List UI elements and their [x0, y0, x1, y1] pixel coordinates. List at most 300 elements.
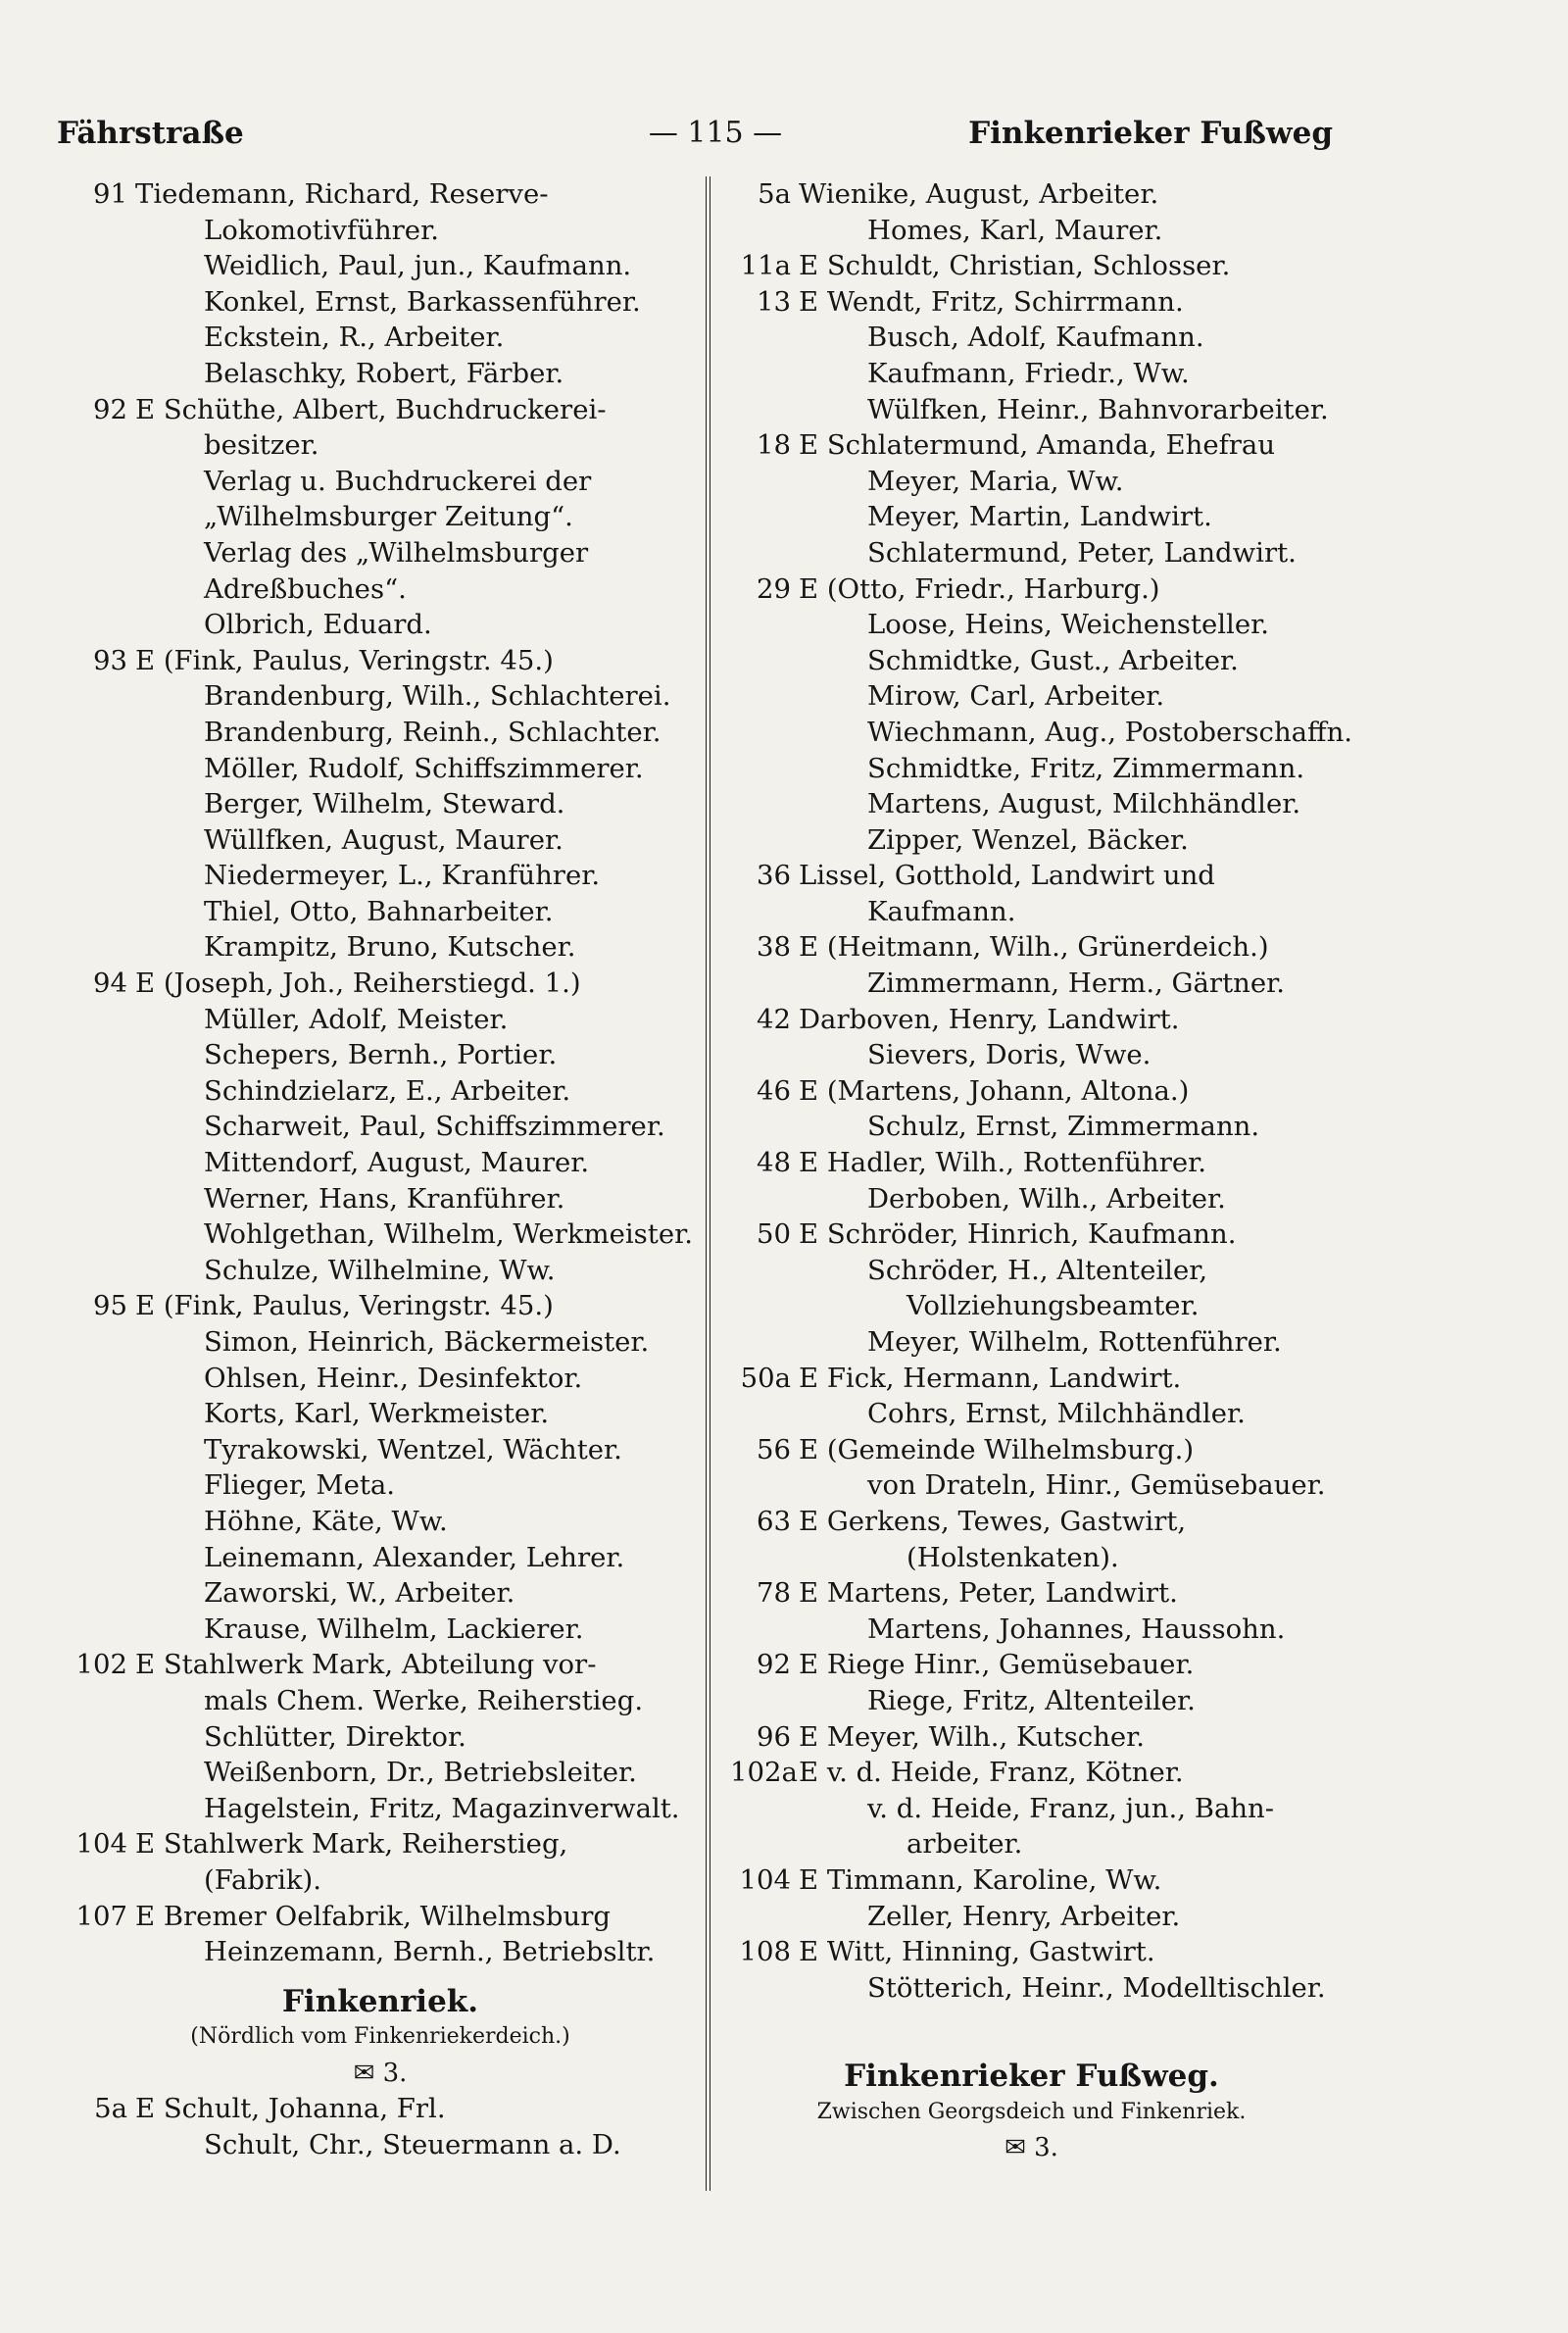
directory-entry	[67, 1862, 694, 1899]
postal-district-finkenriek: ✉ 3.	[353, 2058, 408, 2088]
house-number: 104	[739, 1863, 791, 1896]
entry-text: Wohlgethan, Wilhelm, Werkmeister.	[204, 1218, 693, 1251]
directory-entry	[730, 571, 1333, 608]
entry-text: E Schuldt, Christian, Schlosser.	[799, 250, 1231, 282]
directory-entry	[67, 535, 694, 571]
house-number: 18	[757, 429, 791, 462]
entry-text: Leinemann, Alexander, Lehrer.	[204, 1541, 625, 1573]
directory-entry	[730, 356, 1333, 392]
directory-entry	[730, 894, 1333, 930]
directory-entry	[730, 1288, 1333, 1324]
entry-text: Riege, Fritz, Altenteiler.	[867, 1684, 1196, 1716]
entry-text: Lokomotivführer.	[204, 214, 439, 246]
house-number	[67, 427, 135, 464]
entry-text: E Witt, Hinning, Gastwirt.	[799, 1936, 1155, 1968]
directory-entry	[730, 1934, 1333, 1970]
entry-text: besitzer.	[204, 429, 319, 462]
house-number	[67, 1037, 135, 1073]
house-number	[67, 1253, 135, 1289]
directory-entry	[730, 1002, 1333, 1038]
directory-entry	[67, 427, 694, 464]
directory-entry	[730, 858, 1333, 894]
house-number	[730, 1826, 799, 1862]
directory-entry	[730, 1970, 1333, 2007]
house-number: 94	[93, 968, 127, 1000]
directory-entry	[67, 1934, 694, 1970]
house-number	[67, 1862, 135, 1899]
house-number	[67, 248, 135, 284]
house-number	[67, 929, 135, 966]
entry-text: Müller, Adolf, Meister.	[204, 1003, 509, 1035]
directory-entry	[67, 284, 694, 321]
entry-text: „Wilhelmsburger Zeitung“.	[204, 501, 573, 533]
entry-text: Stötterich, Heinr., Modelltischler.	[867, 1971, 1326, 2004]
entry-text: Tiedemann, Richard, Reserve-	[135, 178, 549, 210]
house-number	[67, 1324, 135, 1361]
directory-entry	[730, 929, 1333, 966]
entry-text: Brandenburg, Reinh., Schlachter.	[204, 716, 662, 748]
directory-entry	[730, 966, 1333, 1002]
directory-entry	[730, 1253, 1333, 1289]
house-number	[67, 1934, 135, 1970]
house-number	[67, 535, 135, 571]
house-number: 107	[75, 1900, 127, 1932]
entry-text: Zipper, Wenzel, Bäcker.	[867, 823, 1189, 856]
entry-text: Meyer, Maria, Ww.	[867, 465, 1124, 497]
entry-text: Scharweit, Paul, Schiffszimmerer.	[204, 1111, 665, 1143]
directory-entry	[67, 248, 694, 284]
house-number: 5a	[758, 178, 791, 210]
entry-text: E Bremer Oelfabrik, Wilhelmsburg	[135, 1900, 611, 1932]
directory-entry	[67, 1396, 694, 1432]
entry-text: Zeller, Henry, Arbeiter.	[867, 1900, 1181, 1932]
entry-text: Schindzielarz, E., Arbeiter.	[204, 1074, 571, 1107]
entry-text: Schepers, Bernh., Portier.	[204, 1039, 558, 1071]
directory-entry	[67, 607, 694, 643]
house-number: 78	[757, 1577, 791, 1610]
directory-entry	[730, 643, 1333, 679]
house-number	[730, 678, 799, 715]
entry-text: Weißenborn, Dr., Betriebsleiter.	[204, 1757, 637, 1789]
directory-entry	[730, 1540, 1333, 1576]
postal-district-fussweg: ✉ 3.	[1004, 2133, 1058, 2163]
entry-text: von Drateln, Hinr., Gemüsebauer.	[867, 1469, 1326, 1502]
house-number: 96	[757, 1720, 791, 1753]
directory-entry	[730, 1073, 1333, 1110]
directory-entry	[730, 427, 1333, 464]
entry-text: Eckstein, R., Arbeiter.	[204, 322, 505, 354]
directory-entry	[730, 464, 1333, 500]
entry-text: (Fabrik).	[204, 1863, 322, 1896]
directory-entry	[67, 1145, 694, 1181]
directory-entry	[67, 1540, 694, 1576]
directory-entry	[730, 678, 1333, 715]
house-number: 95	[93, 1290, 127, 1322]
house-number: 102	[75, 1649, 127, 1681]
house-number	[730, 213, 799, 249]
house-number	[67, 1467, 135, 1504]
directory-entry	[67, 1216, 694, 1253]
entry-text: Niedermeyer, L., Kranführer.	[204, 860, 601, 892]
directory-entry	[67, 1504, 694, 1540]
house-number	[67, 786, 135, 822]
entry-text: Homes, Karl, Maurer.	[867, 214, 1163, 246]
entry-text: E (Otto, Friedr., Harburg.)	[799, 572, 1160, 605]
house-number	[67, 1504, 135, 1540]
house-number: 91	[93, 178, 127, 210]
entry-text: E (Joseph, Joh., Reiherstiegd. 1.)	[135, 968, 581, 1000]
entry-text: Lissel, Gotthold, Landwirt und	[799, 860, 1215, 892]
entry-text: Mittendorf, August, Maurer.	[204, 1147, 590, 1179]
directory-entry	[730, 499, 1333, 535]
directory-entry	[730, 1396, 1333, 1432]
entry-text: Zimmermann, Herm., Gärtner.	[867, 968, 1285, 1000]
entry-text: Schulze, Wilhelmine, Ww.	[204, 1254, 556, 1286]
house-number: 13	[757, 285, 791, 318]
house-number	[730, 822, 799, 859]
entry-text: E Martens, Peter, Landwirt.	[799, 1577, 1178, 1610]
directory-entry	[67, 1253, 694, 1289]
house-number: 5a	[94, 2093, 127, 2125]
entry-text: E (Gemeinde Wilhelmsburg.)	[799, 1433, 1195, 1465]
directory-entry	[67, 822, 694, 859]
directory-entry	[67, 894, 694, 930]
entry-text: Wiechmann, Aug., Postoberschaffn.	[867, 716, 1353, 748]
house-number	[730, 356, 799, 392]
directory-entry	[730, 1432, 1333, 1468]
house-number: 92	[757, 1649, 791, 1681]
house-number	[67, 894, 135, 930]
entry-text: E (Fink, Paulus, Veringstr. 45.)	[135, 1290, 554, 1322]
entry-text: Heinzemann, Bernh., Betriebsltr.	[204, 1936, 656, 1968]
entry-text: E v. d. Heide, Franz, Kötner.	[799, 1757, 1184, 1789]
entry-text: arbeiter.	[906, 1828, 1023, 1861]
directory-entry	[730, 1791, 1333, 1827]
house-number	[67, 1683, 135, 1719]
directory-entry	[67, 1719, 694, 1756]
entry-text: E Schlatermund, Amanda, Ehefrau	[799, 429, 1276, 462]
section-title-finkenriek: Finkenriek.	[281, 1983, 479, 2019]
section-subtitle-fussweg: Zwischen Georgsdeich und Finkenriek.	[816, 2099, 1247, 2124]
directory-entry	[67, 1002, 694, 1038]
directory-entry	[730, 1181, 1333, 1217]
directory-entry	[730, 392, 1333, 428]
directory-entry	[67, 1361, 694, 1397]
entry-text: Adreßbuches“.	[204, 572, 407, 605]
directory-entry	[67, 213, 694, 249]
house-number	[67, 1755, 135, 1791]
house-number: 63	[757, 1505, 791, 1537]
entry-text: Cohrs, Ernst, Milchhändler.	[867, 1398, 1246, 1430]
directory-entry	[67, 1324, 694, 1361]
house-number	[67, 607, 135, 643]
house-number: 104	[75, 1828, 127, 1861]
directory-entry	[730, 1683, 1333, 1719]
entry-text: E Riege Hinr., Gemüsebauer.	[799, 1649, 1195, 1681]
house-number	[730, 607, 799, 643]
directory-entry	[67, 320, 694, 356]
entry-text: E Fick, Hermann, Landwirt.	[799, 1362, 1182, 1394]
directory-entry	[67, 571, 694, 608]
house-number: 50	[757, 1218, 791, 1251]
house-number	[67, 822, 135, 859]
entry-text: Krampitz, Bruno, Kutscher.	[204, 931, 576, 964]
directory-entry	[730, 751, 1333, 787]
directory-entry	[67, 1575, 694, 1612]
entry-text: Möller, Rudolf, Schiffszimmerer.	[204, 752, 644, 784]
house-number	[730, 1970, 799, 2007]
house-number: 29	[757, 572, 791, 605]
directory-entry	[730, 535, 1333, 571]
directory-entry	[67, 1647, 694, 1683]
directory-entry	[67, 1181, 694, 1217]
entry-text: Schulz, Ernst, Zimmermann.	[867, 1111, 1260, 1143]
directory-entry	[730, 1755, 1333, 1791]
house-number: 108	[739, 1936, 791, 1968]
directory-entry	[67, 2091, 694, 2127]
house-number	[730, 1109, 799, 1145]
entry-text: Wülfken, Heinr., Bahnvorarbeiter.	[867, 393, 1329, 425]
directory-entry	[730, 1575, 1333, 1612]
directory-entry	[730, 1467, 1333, 1504]
house-number	[730, 966, 799, 1002]
house-number	[67, 499, 135, 535]
section-gap	[730, 2006, 1333, 2045]
entry-text: Ohlsen, Heinr., Desinfektor.	[204, 1362, 583, 1394]
house-number	[67, 858, 135, 894]
entry-text: Busch, Adolf, Kaufmann.	[867, 322, 1204, 354]
entry-text: E Schult, Johanna, Frl.	[135, 2093, 446, 2125]
entry-text: E Schröder, Hinrich, Kaufmann.	[799, 1218, 1237, 1251]
entry-text: Konkel, Ernst, Barkassenführer.	[204, 285, 641, 318]
entry-text: Tyrakowski, Wentzel, Wächter.	[204, 1433, 622, 1465]
entry-text: Sievers, Doris, Wwe.	[867, 1039, 1152, 1071]
house-number	[67, 571, 135, 608]
directory-entry	[730, 284, 1333, 321]
house-number: 11a	[740, 250, 791, 282]
entry-text: Zaworski, W., Arbeiter.	[204, 1577, 515, 1610]
entry-text: (Holstenkaten).	[906, 1541, 1119, 1573]
entry-text: Vollziehungsbeamter.	[906, 1290, 1200, 1322]
house-number	[730, 464, 799, 500]
house-number	[730, 1899, 799, 1935]
directory-entry	[730, 1612, 1333, 1648]
directory-entry	[67, 464, 694, 500]
house-number	[67, 213, 135, 249]
directory-entry	[730, 213, 1333, 249]
entry-text: Meyer, Wilhelm, Rottenführer.	[867, 1326, 1282, 1358]
house-number: 42	[757, 1003, 791, 1035]
directory-entry	[67, 499, 694, 535]
entry-text: E (Heitmann, Wilh., Grünerdeich.)	[799, 931, 1269, 964]
entry-text: v. d. Heide, Franz, jun., Bahn-	[867, 1792, 1275, 1824]
house-number	[67, 1719, 135, 1756]
house-number	[730, 1683, 799, 1719]
entry-text: Thiel, Otto, Bahnarbeiter.	[204, 895, 554, 927]
entry-text: E Wendt, Fritz, Schirrmann.	[799, 285, 1184, 318]
directory-entry	[67, 1791, 694, 1827]
directory-entry	[730, 1862, 1333, 1899]
entry-text: Schlatermund, Peter, Landwirt.	[867, 536, 1297, 569]
house-number	[67, 1181, 135, 1217]
entry-text: Olbrich, Eduard.	[204, 609, 432, 641]
directory-entry	[67, 786, 694, 822]
directory-entry	[730, 1719, 1333, 1756]
house-number	[730, 1612, 799, 1648]
house-number	[67, 1540, 135, 1576]
house-number	[67, 1216, 135, 1253]
directory-entry	[67, 715, 694, 751]
directory-entry	[730, 320, 1333, 356]
house-number	[730, 1288, 799, 1324]
entry-text: Schlütter, Direktor.	[204, 1720, 466, 1753]
directory-entry	[67, 1109, 694, 1145]
house-number	[67, 1145, 135, 1181]
house-number: 50a	[740, 1362, 791, 1394]
directory-entry	[67, 1755, 694, 1791]
directory-entry	[67, 751, 694, 787]
directory-entry	[730, 1216, 1333, 1253]
running-head-right: Finkenrieker Fußweg	[968, 116, 1333, 151]
house-number	[67, 1396, 135, 1432]
page-number: — 115 —	[648, 116, 783, 150]
entry-text: E Meyer, Wilh., Kutscher.	[799, 1720, 1146, 1753]
directory-entry	[67, 392, 694, 428]
directory-entry	[67, 1073, 694, 1110]
entry-text: Schröder, H., Altenteiler,	[867, 1254, 1208, 1286]
directory-entry	[730, 176, 1333, 213]
entry-text: Korts, Karl, Werkmeister.	[204, 1398, 550, 1430]
house-number	[730, 786, 799, 822]
directory-entry	[67, 929, 694, 966]
directory-entry	[67, 966, 694, 1002]
directory-entry	[730, 607, 1333, 643]
entry-text: Flieger, Meta.	[204, 1469, 396, 1502]
house-number	[67, 320, 135, 356]
house-number	[67, 1575, 135, 1612]
house-number: 48	[757, 1147, 791, 1179]
house-number	[730, 894, 799, 930]
entry-text: mals Chem. Werke, Reiherstieg.	[204, 1684, 644, 1716]
house-number	[730, 392, 799, 428]
entry-text: Derboben, Wilh., Arbeiter.	[867, 1182, 1226, 1215]
house-number	[730, 1253, 799, 1289]
directory-entry	[67, 2127, 694, 2163]
entry-text: Weidlich, Paul, jun., Kaufmann.	[204, 250, 632, 282]
directory-entry	[67, 1432, 694, 1468]
directory-entry	[730, 1826, 1333, 1862]
house-number	[67, 751, 135, 787]
directory-entry	[730, 1504, 1333, 1540]
entry-text: E Stahlwerk Mark, Reiherstieg,	[135, 1828, 568, 1861]
directory-entry	[730, 1109, 1333, 1145]
house-number	[67, 678, 135, 715]
house-number	[67, 715, 135, 751]
house-number	[67, 1612, 135, 1648]
house-number: 102a	[730, 1757, 798, 1789]
house-number: 56	[757, 1433, 791, 1465]
directory-entry	[730, 786, 1333, 822]
directory-entry	[67, 1899, 694, 1935]
house-number	[67, 1361, 135, 1397]
house-number: 93	[93, 644, 127, 676]
entry-text: Brandenburg, Wilh., Schlachterei.	[204, 680, 671, 713]
entry-text: Wienike, August, Arbeiter.	[799, 178, 1159, 210]
directory-entry	[67, 643, 694, 679]
house-number	[730, 1396, 799, 1432]
entry-text: Wüllfken, August, Maurer.	[204, 823, 564, 856]
house-number: 46	[757, 1074, 791, 1107]
entry-text: Martens, August, Milchhändler.	[867, 788, 1301, 820]
entry-text: Krause, Wilhelm, Lackierer.	[204, 1613, 584, 1645]
entry-text: Verlag des „Wilhelmsburger	[204, 536, 589, 569]
house-number	[730, 1324, 799, 1361]
house-number	[67, 1073, 135, 1110]
column-divider	[706, 176, 710, 2191]
entry-text: Kaufmann.	[867, 895, 1016, 927]
house-number	[67, 1432, 135, 1468]
entry-text: Mirow, Carl, Arbeiter.	[867, 680, 1165, 713]
entry-text: Werner, Hans, Kranführer.	[204, 1182, 565, 1215]
directory-entry	[730, 1324, 1333, 1361]
house-number	[730, 535, 799, 571]
house-number	[730, 751, 799, 787]
house-number: 38	[757, 931, 791, 964]
entry-text: E Stahlwerk Mark, Abteilung vor-	[135, 1649, 597, 1681]
entry-text: Belaschky, Robert, Färber.	[204, 357, 564, 389]
entry-text: Schmidtke, Gust., Arbeiter.	[867, 644, 1239, 676]
house-number	[730, 499, 799, 535]
directory-entry	[67, 1683, 694, 1719]
house-number	[730, 1791, 799, 1827]
directory-entry	[730, 1361, 1333, 1397]
house-number	[730, 1181, 799, 1217]
house-number: 36	[757, 860, 791, 892]
directory-entry	[67, 1467, 694, 1504]
directory-entry	[67, 1612, 694, 1648]
entry-text: Meyer, Martin, Landwirt.	[867, 501, 1212, 533]
entry-text: E Gerkens, Tewes, Gastwirt,	[799, 1505, 1187, 1537]
house-number	[730, 1467, 799, 1504]
right-column	[730, 176, 1353, 2166]
house-number	[67, 356, 135, 392]
entry-text: E Timmann, Karoline, Ww.	[799, 1863, 1162, 1896]
directory-entry	[730, 1647, 1333, 1683]
directory-entry	[67, 678, 694, 715]
entry-text: Martens, Johannes, Haussohn.	[867, 1613, 1286, 1645]
house-number	[730, 715, 799, 751]
entry-text: E (Martens, Johann, Altona.)	[799, 1074, 1190, 1107]
section-subtitle-finkenriek: (Nördlich vom Finkenriekerdeich.)	[190, 2024, 570, 2050]
left-column	[67, 176, 694, 2163]
directory-entry	[730, 715, 1353, 751]
directory-entry	[730, 822, 1333, 859]
entry-text: Darboven, Henry, Landwirt.	[799, 1003, 1180, 1035]
house-number	[67, 284, 135, 321]
entry-text: Kaufmann, Friedr., Ww.	[867, 357, 1190, 389]
page-header	[0, 116, 1568, 165]
directory-entry	[67, 1826, 694, 1862]
directory-entry	[730, 1145, 1333, 1181]
entry-text: E (Fink, Paulus, Veringstr. 45.)	[135, 644, 554, 676]
entry-text: Verlag u. Buchdruckerei der	[204, 465, 592, 497]
entry-text: Hagelstein, Fritz, Magazinverwalt.	[204, 1792, 680, 1824]
running-head-left: Fährstraße	[57, 116, 244, 151]
directory-entry	[67, 356, 694, 392]
entry-text: Schmidtke, Fritz, Zimmermann.	[867, 752, 1305, 784]
house-number	[67, 1109, 135, 1145]
entry-text: Simon, Heinrich, Bäckermeister.	[204, 1326, 650, 1358]
